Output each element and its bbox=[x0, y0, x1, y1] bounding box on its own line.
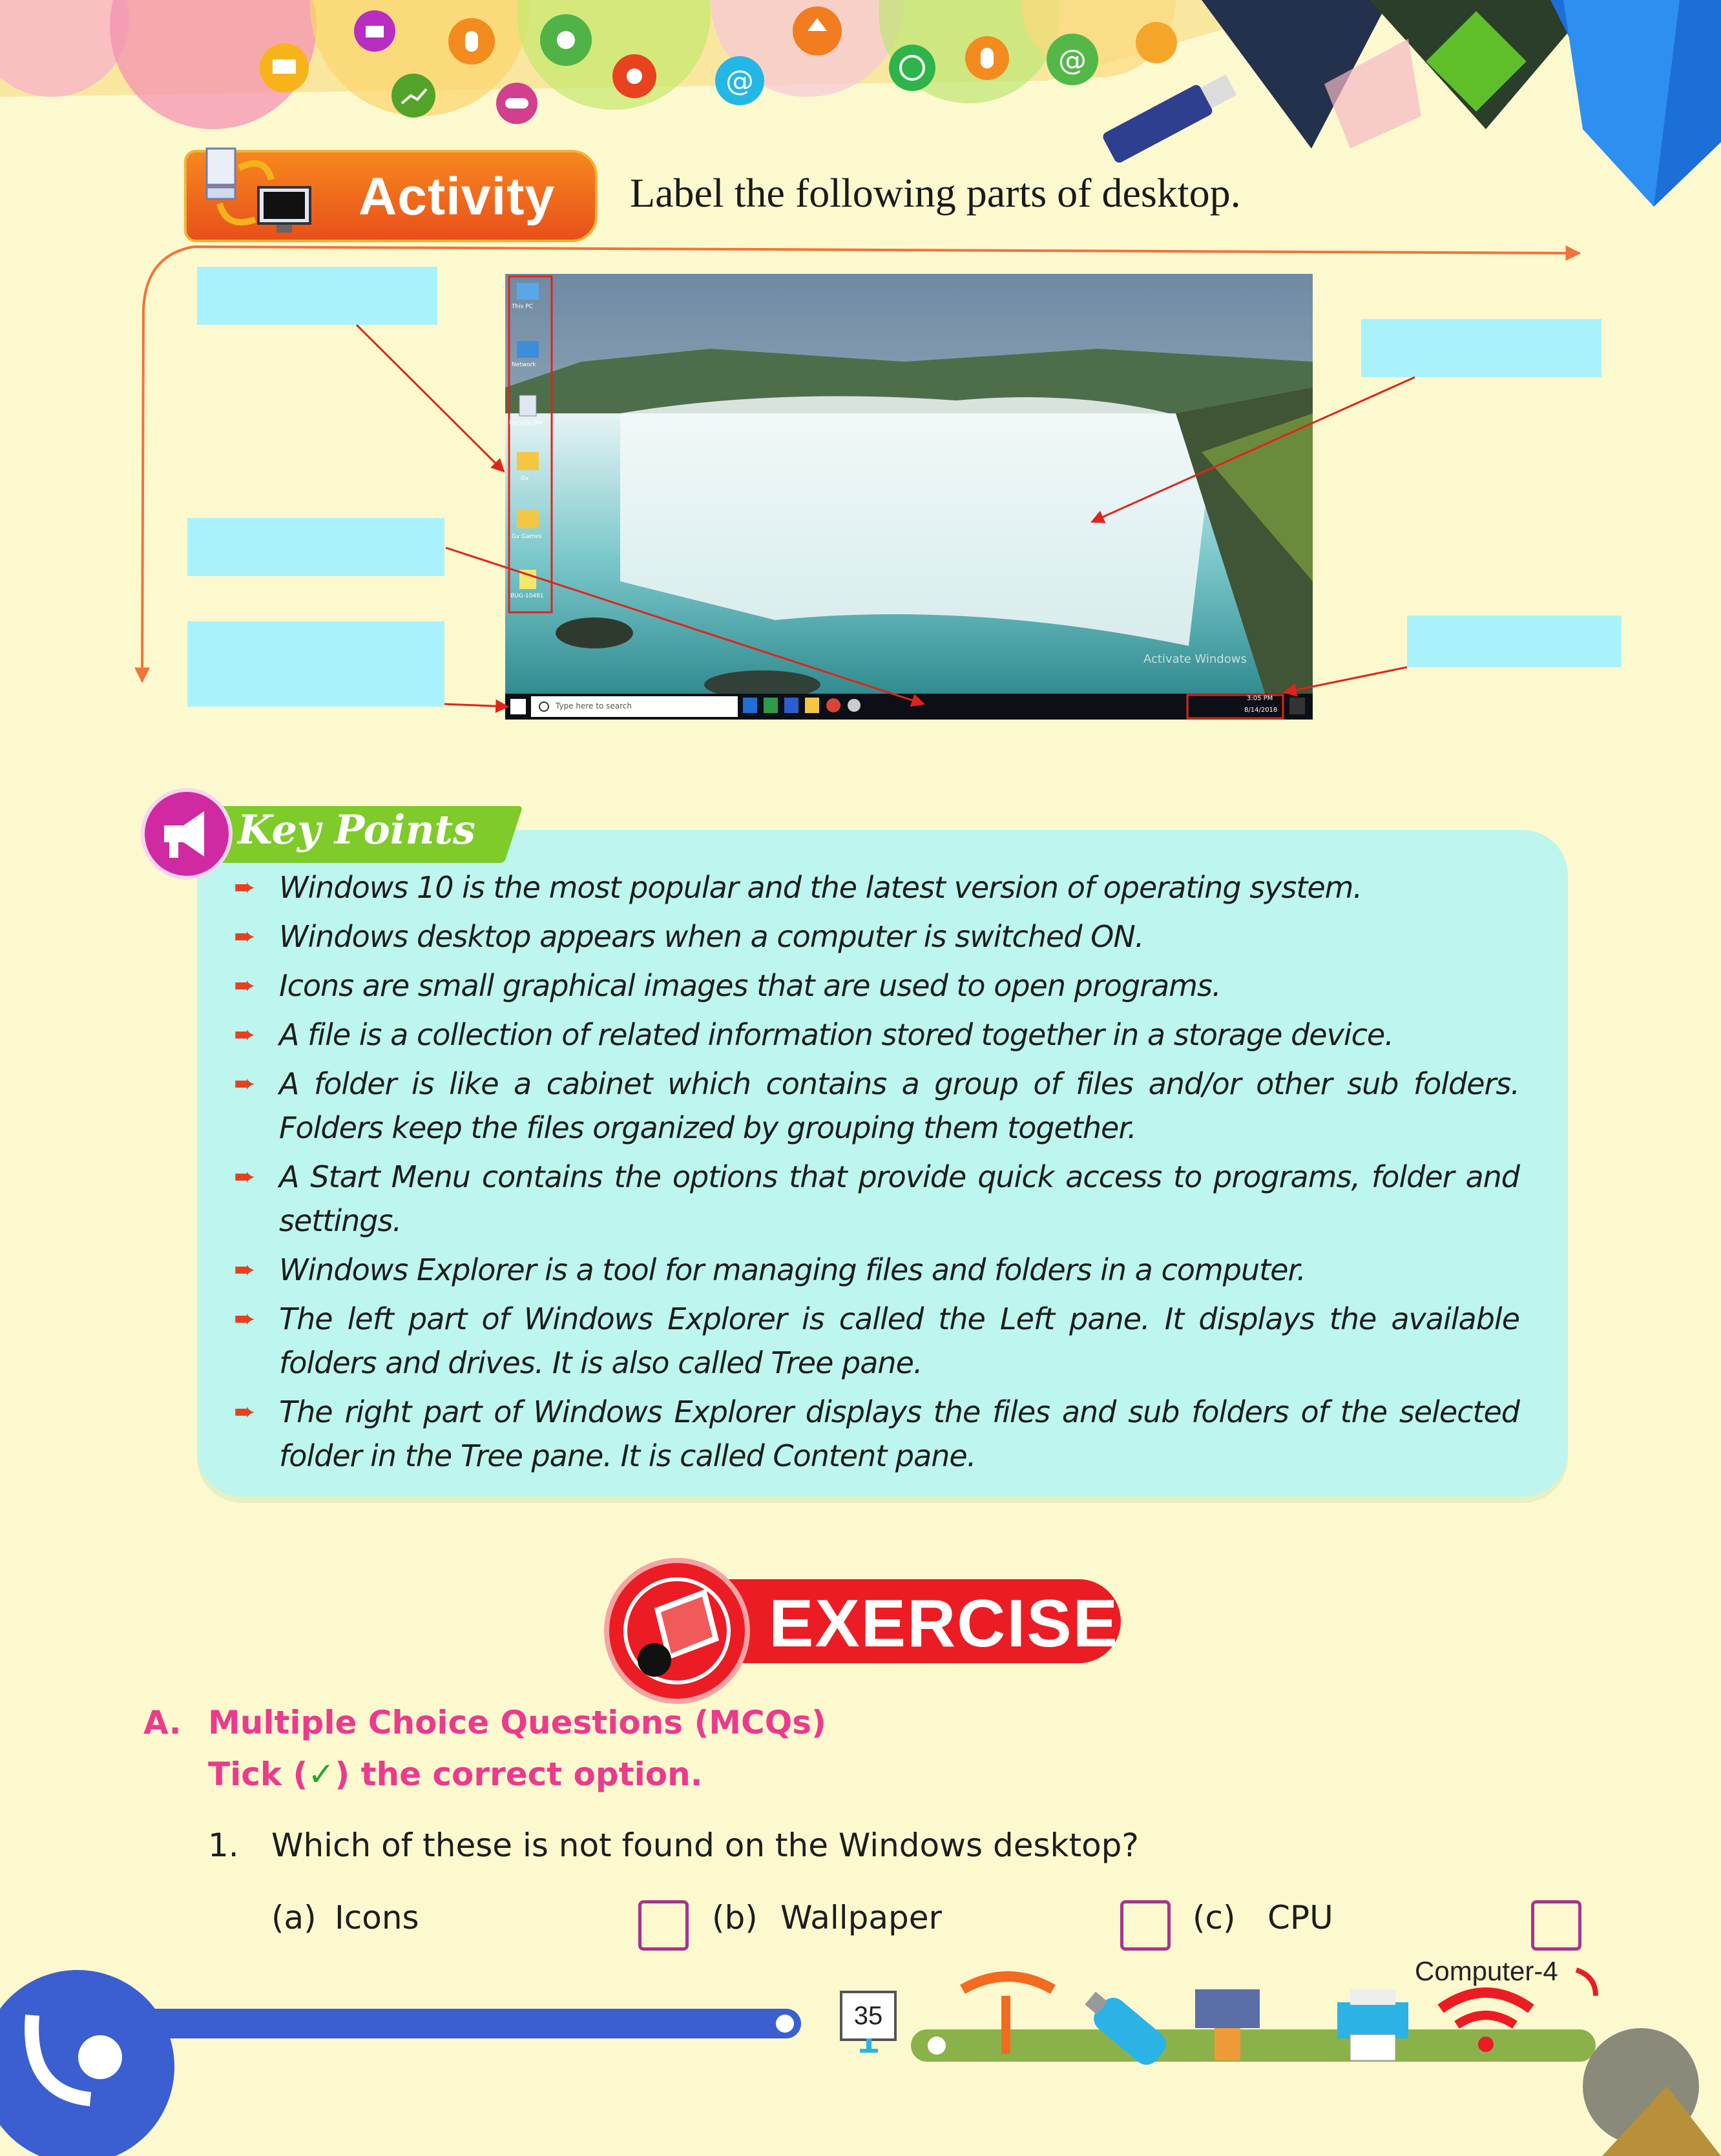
question-text: Which of these is not found on the Windows desktop? bbox=[271, 1827, 1139, 1864]
gears-icon bbox=[612, 54, 656, 98]
key-point-item: ➨ Windows 10 is the most popular and the latest version of operating system. bbox=[234, 866, 1519, 909]
monitor-stand-icon bbox=[856, 2038, 882, 2058]
taskbar-clock-time: 3:05 PM bbox=[1247, 695, 1273, 702]
activate-windows-watermark: Activate Windows bbox=[1143, 652, 1247, 666]
option-c-letter: (c) bbox=[1193, 1899, 1236, 1936]
start-button-icon bbox=[510, 699, 526, 714]
arrow-bullet-icon: ➨ bbox=[234, 1304, 255, 1334]
arrow-bullet-icon: ➨ bbox=[234, 873, 255, 902]
taskbar-clock-date: 8/14/2018 bbox=[1244, 707, 1278, 714]
key-point-item: ➨ A Start Menu contains the options that provide quick access to programs, folder and settings. bbox=[234, 1155, 1519, 1243]
gamepad-icon bbox=[496, 83, 537, 124]
folder-desktop-icon bbox=[517, 452, 539, 470]
section-instruction: Tick (✓) the correct option. bbox=[208, 1756, 703, 1793]
icon-label-bug: BUG-10481 bbox=[510, 593, 544, 599]
key-point-item: ➨ Windows Explorer is a tool for managing files and folders in a computer. bbox=[234, 1248, 1519, 1292]
page-number: 35 bbox=[840, 1991, 897, 2041]
arrow-bullet-icon: ➨ bbox=[234, 1020, 255, 1050]
arrow-bullet-icon: ➨ bbox=[234, 1397, 255, 1427]
question-number: 1. bbox=[208, 1827, 239, 1864]
this-pc-icon bbox=[517, 283, 539, 300]
files-computer-icon bbox=[194, 142, 323, 245]
upload-icon bbox=[793, 6, 842, 56]
activity-title: Activity bbox=[359, 167, 556, 226]
computer-icon bbox=[260, 43, 309, 92]
option-a-letter: (a) bbox=[271, 1899, 317, 1936]
option-a-text: Icons bbox=[335, 1899, 419, 1936]
activity-instruction: Label the following parts of desktop. bbox=[630, 170, 1241, 216]
usb-drive-icon bbox=[1101, 70, 1239, 164]
arrow-bullet-icon: ➨ bbox=[234, 1162, 255, 1192]
option-c-text: CPU bbox=[1267, 1899, 1333, 1936]
arrow-bullet-icon: ➨ bbox=[234, 922, 255, 951]
svg-text:@: @ bbox=[1058, 44, 1087, 77]
megaphone-icon bbox=[141, 788, 233, 880]
svg-text:@: @ bbox=[725, 65, 754, 98]
section-title: Multiple Choice Questions (MCQs) bbox=[208, 1704, 826, 1741]
mouse-icon bbox=[448, 18, 495, 65]
key-point-item: ➨ Windows desktop appears when a computer is switched ON. bbox=[234, 915, 1519, 959]
satellite-dish-icon bbox=[1576, 1970, 1721, 2156]
section-letter: A. bbox=[143, 1704, 182, 1741]
arrow-bullet-icon: ➨ bbox=[234, 971, 255, 1000]
at-icon-2 bbox=[1047, 34, 1098, 85]
icon-label-recycle-bin: Recycle Bin bbox=[509, 420, 543, 426]
key-point-item: ➨ The left part of Windows Explorer is called the Left pane. It displays the available folders and drives. It is also called Tree pane. bbox=[234, 1297, 1519, 1385]
at-icon bbox=[715, 56, 764, 105]
tick-mark-icon: ✓ bbox=[308, 1756, 335, 1793]
folder-desktop-icon-2 bbox=[517, 510, 539, 528]
taskbar-search-placeholder: Type here to search bbox=[556, 701, 632, 710]
key-point-item: ➨ A file is a collection of related information stored together in a storage device. bbox=[234, 1013, 1519, 1057]
icon-label-gv-games: Gv Games bbox=[512, 534, 542, 540]
arrow-bullet-icon: ➨ bbox=[234, 1255, 255, 1285]
arrow-bullet-icon: ➨ bbox=[234, 1069, 255, 1099]
book-name: Computer-4 bbox=[1415, 1956, 1558, 1986]
mouse-icon-2 bbox=[965, 36, 1009, 80]
option-b-letter: (b) bbox=[712, 1899, 758, 1936]
option-b-text: Wallpaper bbox=[780, 1899, 943, 1936]
exercise-laptop-icon bbox=[604, 1558, 750, 1704]
key-points-title: Key Points bbox=[238, 806, 476, 853]
chart-icon bbox=[1136, 22, 1177, 63]
graph-icon bbox=[391, 74, 435, 118]
network-desktop-icon bbox=[517, 341, 539, 358]
key-point-item: ➨ The right part of Windows Explorer displays the files and sub folders of the selected folder in the Tree pane. It is called Content pane. bbox=[234, 1390, 1519, 1478]
key-point-item: ➨ A folder is like a cabinet which contains a group of files and/or other sub folders. Folders keep the files organized by grouping them together. bbox=[234, 1062, 1519, 1150]
icon-label-network: Network bbox=[512, 362, 536, 368]
desktop-diagram bbox=[0, 245, 1721, 736]
network-icon bbox=[540, 14, 592, 66]
icon-label-gv: Gv bbox=[521, 475, 529, 482]
folder-icon bbox=[354, 10, 395, 52]
icon-label-this-pc: This PC bbox=[512, 304, 533, 310]
key-point-item: ➨ Icons are small graphical images that are used to open programs. bbox=[234, 964, 1519, 1008]
globe-icon bbox=[889, 45, 935, 91]
exercise-title: EXERCISE bbox=[769, 1586, 1119, 1661]
recycle-bin-icon bbox=[519, 395, 536, 416]
key-points-list bbox=[234, 866, 1519, 1483]
